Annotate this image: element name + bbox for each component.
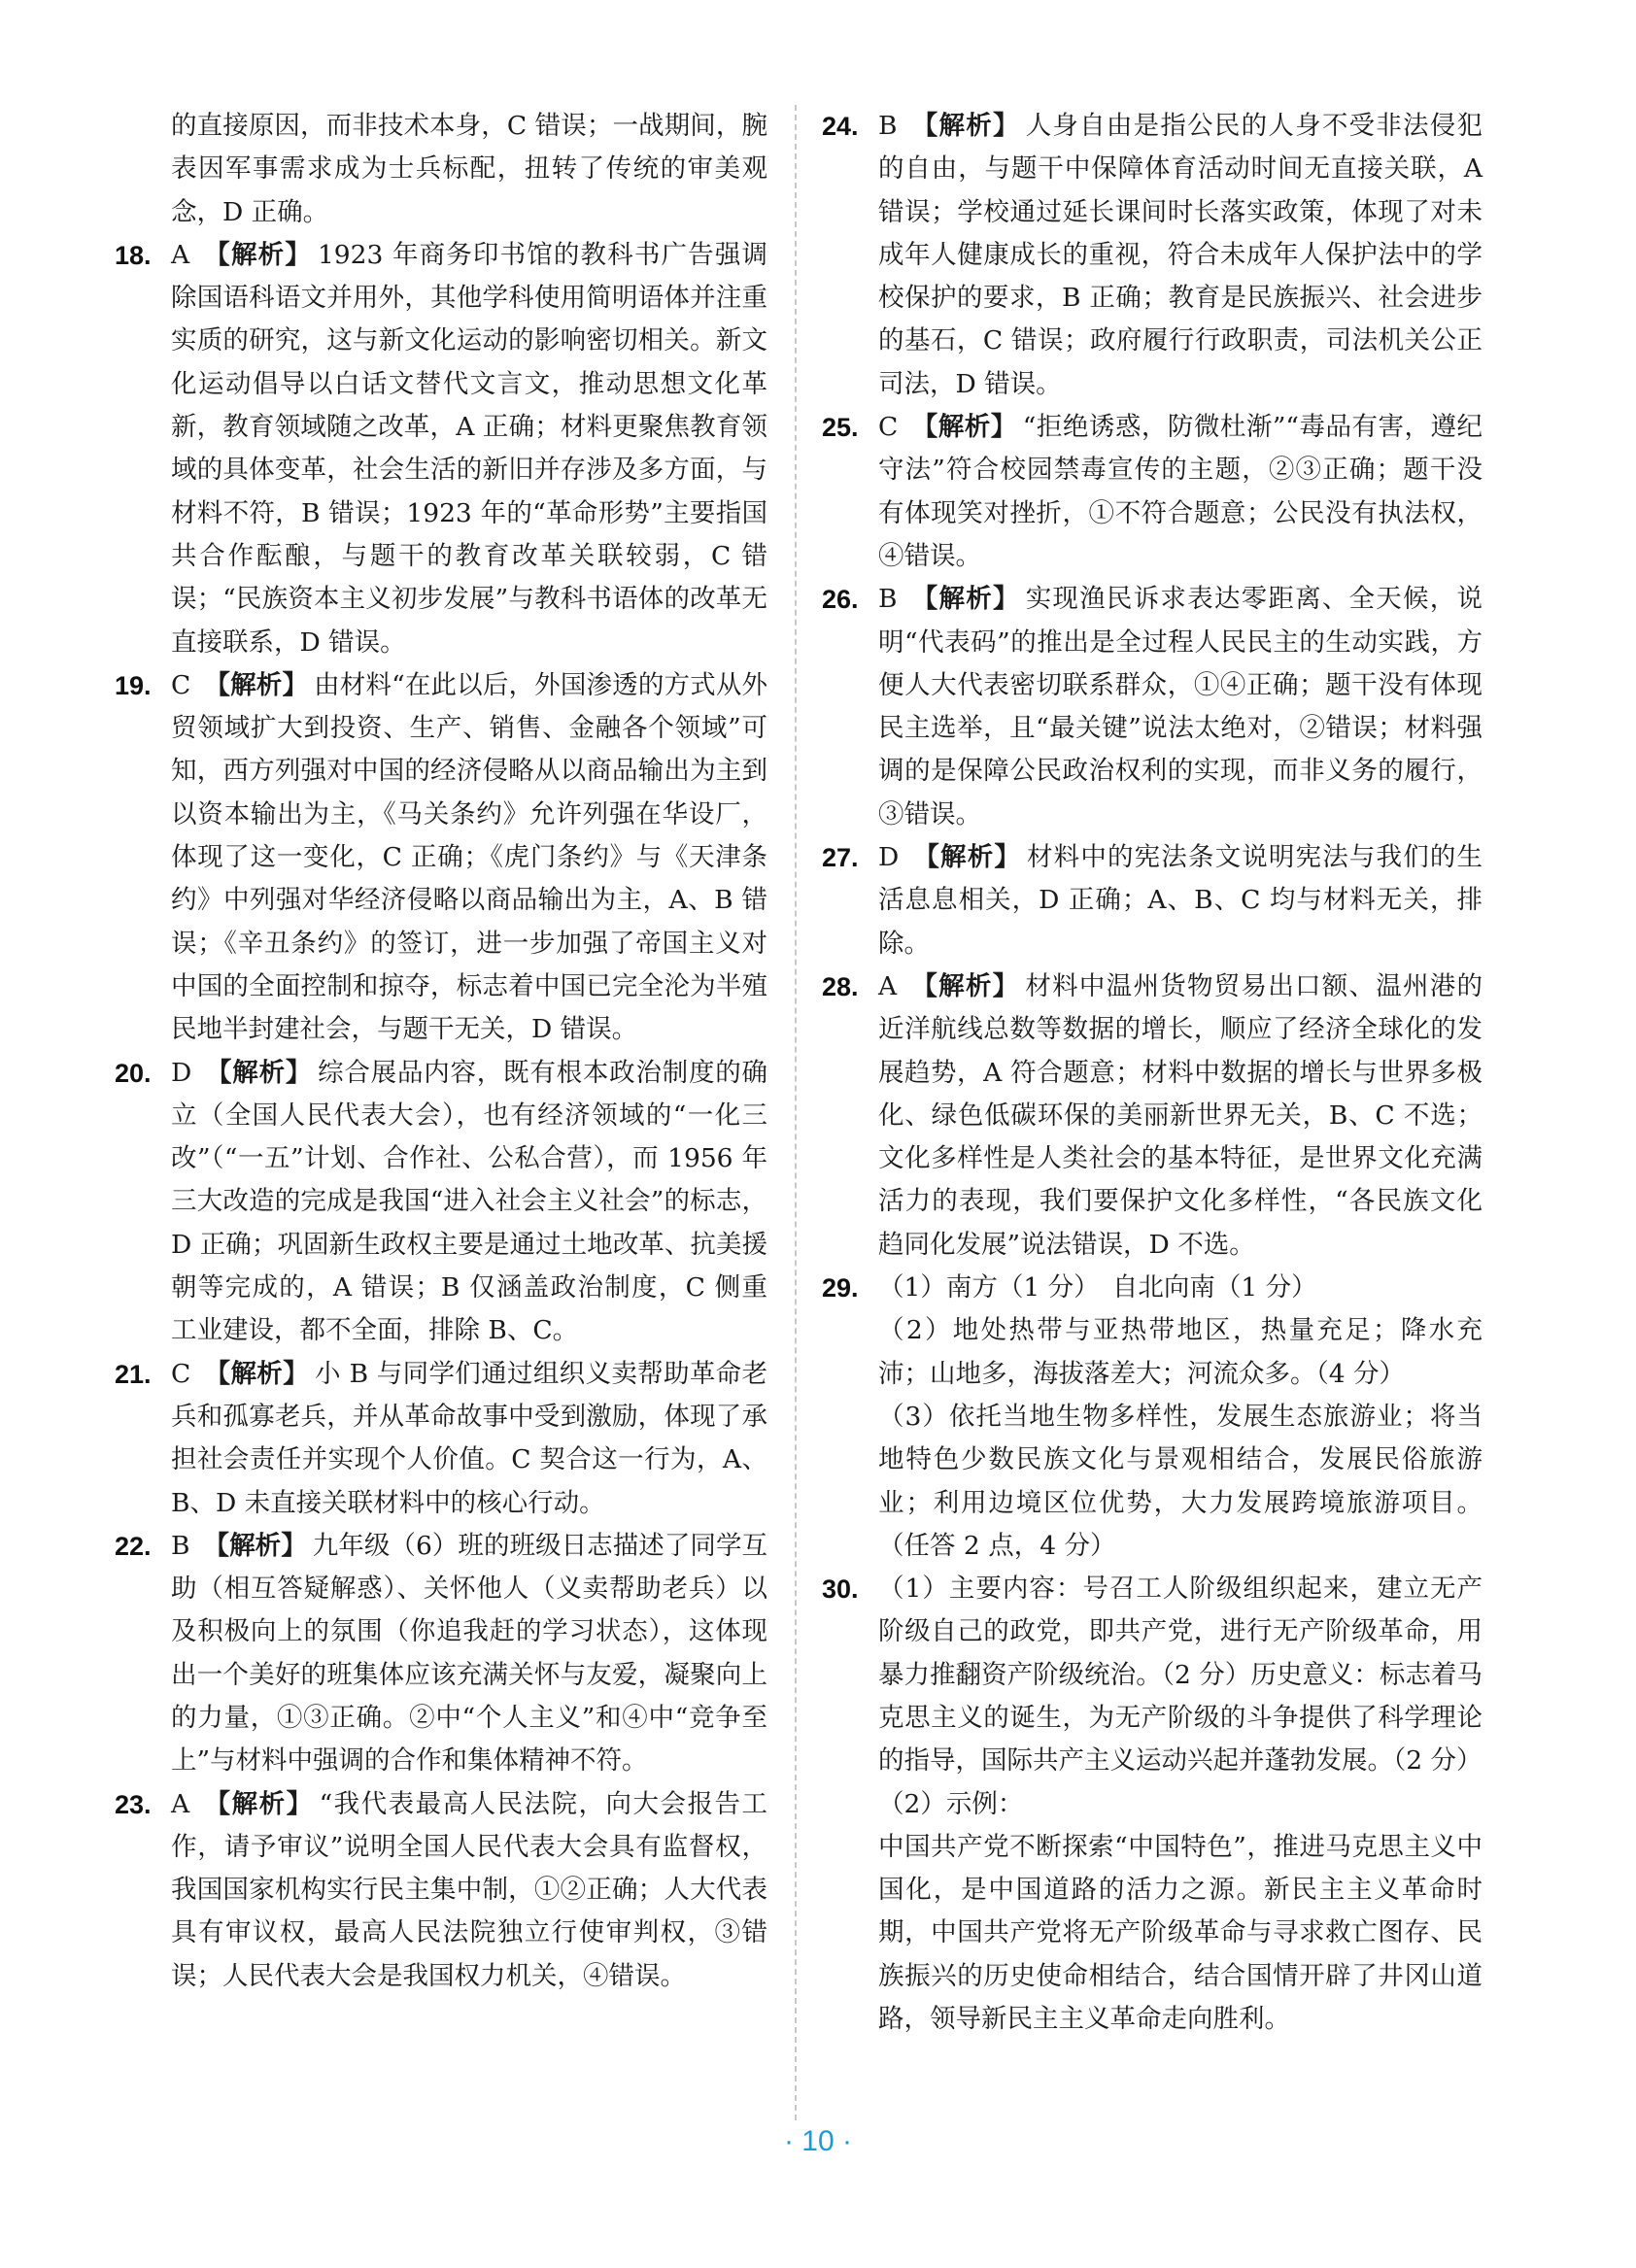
answer-letter: C <box>171 669 191 700</box>
analysis-text: 1923 年商务印书馆的教科书广告强调除国语科语文并用外，其他学科使用简明语体并注重实质的研究，这与新文化运动的影响密切相关。新文化运动倡导以白话文替代文言文，推动思想文化革新，教育领域随之改革，A 正确；材料更聚焦教育领域的具体变革，社会生活的新旧并存涉及多方面，与材料不符，B 错误；1923 年的“革命形势”主要指国共合作酝酿，与题干的教育改革关联较弱，C 错误；“民族资本主义初步发展”与教科书语体的改革无直接联系，D 错误。 <box>171 239 768 658</box>
analysis-tag: 【解析】 <box>910 584 1020 615</box>
question-number: 23. <box>115 1789 152 1819</box>
answer-item-23 <box>115 1783 767 1998</box>
answer-part-3: （3）依托当地生物多样性，发展生态旅游业；将当地特色少数民族文化与景观相结合，发展民俗旅游业；利用边境区位优势，大力发展跨境旅游项目。（任答 2 点，4 分） <box>878 1401 1483 1561</box>
answer-letter: C <box>171 1358 191 1389</box>
analysis-text: “拒绝诱惑，防微杜渐”“毒品有害，遵纪守法”符合校园禁毒宣传的主题，②③正确；题干没有体现笑对挫折，①不符合题意；公民没有执法权，④错误。 <box>878 412 1483 571</box>
answer-item-19 <box>115 664 767 1052</box>
left-column <box>115 105 767 1998</box>
analysis-tag: 【解析】 <box>203 1788 314 1819</box>
analysis-text: 小 B 与同学们通过组织义卖帮助革命老兵和孤寡老兵，并从革命故事中受到激励，体现了承担社会责任并实现个人价值。C 契合这一行为，A、B、D 未直接关联材料中的核心行动。 <box>171 1358 768 1518</box>
question-number: 29. <box>822 1273 859 1303</box>
question-number: 19. <box>115 670 152 700</box>
answer-letter: B <box>878 584 898 615</box>
analysis-tag: 【解析】 <box>204 669 309 700</box>
answer-item-28 <box>822 965 1483 1267</box>
answer-letter: C <box>878 412 899 443</box>
analysis-tag: 【解析】 <box>203 239 312 270</box>
analysis-text: 材料中的宪法条文说明宪法与我们的生活息息相关，D 正确；A、B、C 均与材料无关，排除。 <box>878 842 1483 959</box>
right-column <box>822 105 1483 2041</box>
answer-item-24 <box>822 105 1483 406</box>
analysis-text: 人身自由是指公民的人身不受非法侵犯的自由，与题干中保障体育活动时间无直接关联，A 错误；学校通过延长课间时长落实政策，体现了对未成年人健康成长的重视，符合未成年人保护法中的学校保护的要求，B 正确；教育是民族振兴、社会进步的基石，C 错误；政府履行行政职责，司法机关公正司法，D 错误。 <box>878 111 1483 399</box>
answer-letter: A <box>171 1788 190 1819</box>
analysis-tag: 【解析】 <box>205 1057 313 1088</box>
analysis-tag: 【解析】 <box>911 412 1017 443</box>
question-number: 25. <box>822 413 859 443</box>
column-divider <box>795 105 797 2120</box>
answer-example-text: 中国共产党不断探索“中国特色”，推进马克思主义中国化，是中国道路的活力之源。新民主主义革命时期，中国共产党将无产阶级革命与寻求救亡图存、民族振兴的历史使命相结合，结合国情开辟了井冈山道路，领导新民主主义革命走向胜利。 <box>878 1831 1483 2035</box>
answer-letter: A <box>171 239 190 270</box>
analysis-text: 综合展品内容，既有根本政治制度的确立（全国人民代表大会），也有经济领域的“一化三改”（“一五”计划、合作社、公私合营），而 1956 年三大改造的完成是我国“进入社会主义社会”的标志，D 正确；巩固新生政权主要是通过土地改革、抗美援朝等完成的，A 错误；B 仅涵盖政治制度，C 侧重工业建设，都不全面，排除 B、C。 <box>171 1057 768 1346</box>
analysis-text: “我代表最高人民法院，向大会报告工作，请予审议”说明全国人民代表大会具有监督权，我国国家机构实行民主集中制，①②正确；人大代表具有审议权，最高人民法院独立行使审判权，③错误；人民代表大会是我国权力机关，④错误。 <box>171 1788 767 1991</box>
analysis-text: 实现渔民诉求表达零距离、全天候，说明“代表码”的推出是全过程人民民主的生动实践，方便人大代表密切联系群众，①④正确；题干没有体现民主选举，且“最关键”说法太绝对，②错误；材料强调的是保障公民政治权利的实现，而非义务的履行，③错误。 <box>878 584 1483 829</box>
answer-item-21 <box>115 1353 767 1525</box>
answer-part-2: （2）示例： <box>878 1788 1024 1819</box>
question-number: 26. <box>822 585 859 615</box>
answer-item-18 <box>115 234 767 664</box>
answer-item-26 <box>822 578 1483 836</box>
analysis-tag: 【解析】 <box>203 1530 307 1561</box>
question-number: 30. <box>822 1574 859 1605</box>
question-number: 18. <box>115 240 152 270</box>
answer-letter: D <box>878 842 900 873</box>
answer-letter: B <box>171 1530 190 1561</box>
answer-letter: D <box>171 1057 192 1088</box>
question-number: 27. <box>822 843 859 873</box>
answer-item-27 <box>822 836 1483 965</box>
answer-item-25 <box>822 406 1483 578</box>
previous-answer-continuation: 的直接原因，而非技术本身，C 错误；一战期间，腕表因军事需求成为士兵标配，扭转了传统的审美观念，D 正确。 <box>171 111 767 227</box>
analysis-text: 材料中温州货物贸易出口额、温州港的近洋航线总数等数据的增长，顺应了经济全球化的发展趋势，A 符合题意；材料中数据的增长与世界多极化、绿色低碳环保的美丽新世界无关，B、C 不选；文化多样性是人类社会的基本特征，是世界文化充满活力的表现，我们要保护文化多样性，“各民族文化趋同化发展”说法错误，D 不选。 <box>878 970 1483 1260</box>
question-number: 22. <box>115 1531 152 1561</box>
question-number: 20. <box>115 1058 152 1088</box>
question-number: 21. <box>115 1359 152 1389</box>
analysis-tag: 【解析】 <box>910 970 1020 1001</box>
answer-letter: A <box>878 970 898 1001</box>
answer-part-1: （1）南方（1 分） 自北向南（1 分） <box>878 1272 1317 1303</box>
analysis-text: 九年级（6）班的班级日志描述了同学互助（相互答疑解惑）、关怀他人（义卖帮助老兵）以及积极向上的氛围（你追我赶的学习状态），这体现出一个美好的班集体应该充满关怀与友爱，凝聚向上的力量，①③正确。②中“个人主义”和④中“竞争至上”与材料中强调的合作和集体精神不符。 <box>171 1530 767 1777</box>
answer-part-2: （2）地处热带与亚热带地区，热量充足；降水充沛；山地多，海拔落差大；河流众多。（4 分） <box>878 1315 1483 1389</box>
answer-letter: B <box>878 111 898 141</box>
answer-item-30 <box>822 1568 1483 2041</box>
answer-part-1: （1）主要内容：号召工人阶级组织起来，建立无产阶级自己的政党，即共产党，进行无产阶级革命，用暴力推翻资产阶级统治。（2 分）历史意义：标志着马克思主义的诞生，为无产阶级的斗争提供了科学理论的指导，国际共产主义运动兴起并蓬勃发展。（2 分） <box>878 1574 1483 1777</box>
analysis-tag: 【解析】 <box>912 842 1022 873</box>
question-number: 24. <box>822 112 859 141</box>
analysis-tag: 【解析】 <box>910 111 1020 141</box>
answer-item-29 <box>822 1267 1483 1568</box>
analysis-text: 由材料“在此以后，外国渗透的方式从外贸领域扩大到投资、生产、销售、金融各个领域”可知，西方列强对中国的经济侵略从以商品输出为主到以资本输出为主，《马关条约》允许列强在华设厂，体现了这一变化，C 正确；《虎门条约》与《天津条约》中列强对华经济侵略以商品输出为主，A、B 错误；《辛丑条约》的签订，进一步加强了帝国主义对中国的全面控制和掠夺，标志着中国已完全沦为半殖民地半封建社会，与题干无关，D 错误。 <box>171 669 767 1045</box>
page-number: · 10 · <box>783 2125 853 2157</box>
question-number: 28. <box>822 971 859 1001</box>
answer-item-22 <box>115 1525 767 1783</box>
analysis-tag: 【解析】 <box>204 1358 309 1389</box>
answer-item-20 <box>115 1052 767 1353</box>
